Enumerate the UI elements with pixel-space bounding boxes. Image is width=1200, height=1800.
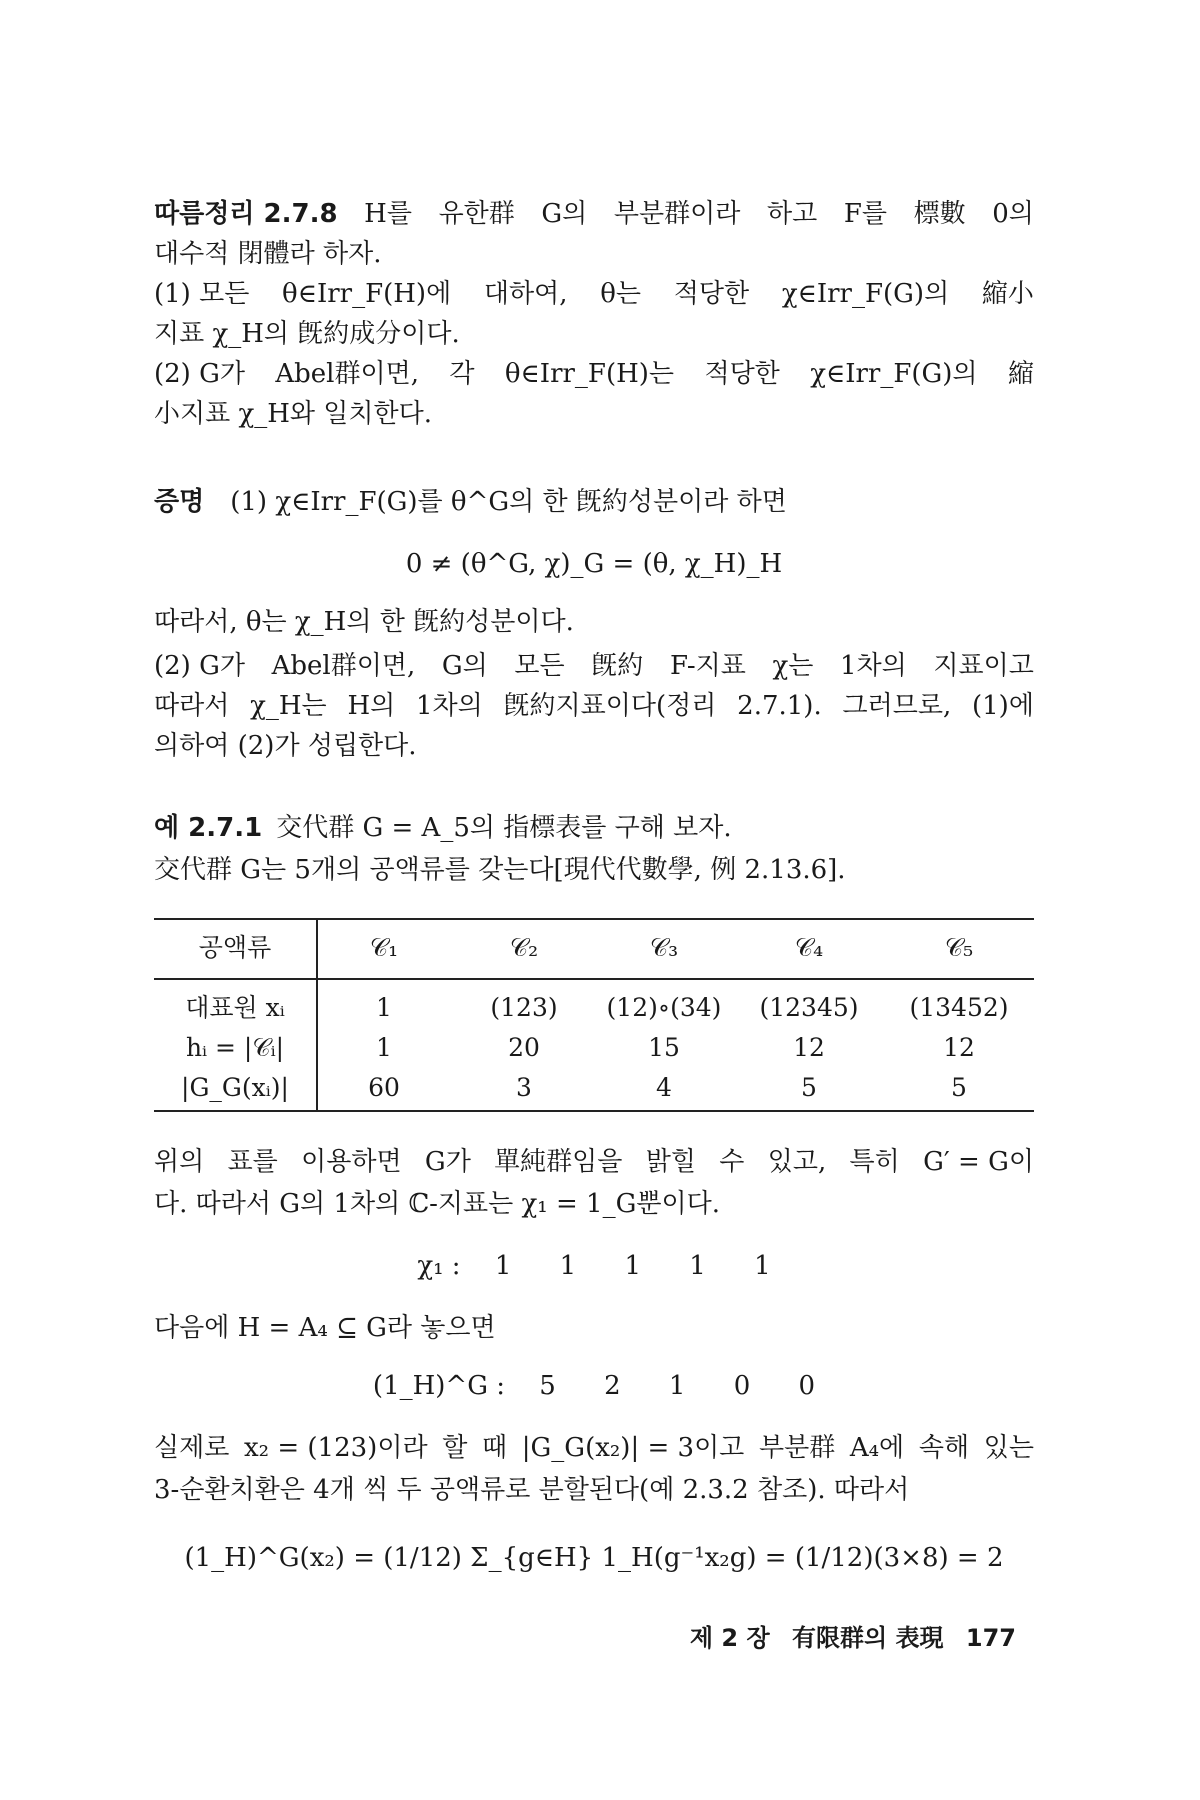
table-row: [154, 988, 1034, 1028]
corollary-heading: 따름정리 2.7.8: [154, 199, 338, 229]
table-cell: 12: [793, 1033, 825, 1062]
table-cell: 1: [376, 993, 392, 1022]
induced-label: (1_H)^G :: [372, 1371, 506, 1401]
table-cell: 3: [516, 1073, 532, 1102]
table-cell: 20: [508, 1033, 540, 1062]
after-table-line-4: 실제로 x₂ = (123)이라 할 때 |G_G(x₂)| = 3이고 부분群 A₄에 속해 있는: [154, 1433, 1034, 1463]
chi1-row: χ₁ : 1 1 1 1 1: [417, 1251, 771, 1281]
table-row: [154, 1068, 1034, 1108]
corollary-line-1: 따름정리 2.7.8 H를 유한群 G의 부분群이라 하고 F를 標數 0의: [154, 196, 1034, 232]
table-cell: 15: [648, 1033, 680, 1062]
table-cell: 5: [951, 1073, 967, 1102]
table-header-cell: 공액류: [198, 933, 272, 962]
page-number: 177: [965, 1624, 1016, 1652]
table-header-cell: 𝒞₄: [794, 933, 824, 962]
induced-character-row: (1_H)^G : 5 2 1 0 0: [372, 1371, 816, 1401]
table-top-rule: [154, 918, 1034, 920]
table-row: [154, 1028, 1034, 1068]
table-header-cell: 𝒞₁: [369, 933, 399, 962]
table-header-cell: 𝒞₅: [944, 933, 974, 962]
table-header-cell: 𝒞₂: [509, 933, 539, 962]
equation-2: (1_H)^G(x₂) = (1/12) Σ_{g∈H} 1_H(g⁻¹x₂g) = (1/12)(3×8) = 2: [184, 1543, 1004, 1573]
table-cell: hᵢ = |𝒞ᵢ|: [185, 1033, 285, 1062]
proof-heading: 증명: [154, 487, 205, 517]
table-header-cell: 𝒞₃: [649, 933, 679, 962]
corollary-item-1-line-1: (1) 모든 θ∈Irr_F(H)에 대하여, θ는 적당한 χ∈Irr_F(G)의 縮小: [154, 279, 1034, 309]
table-cell: (12345): [759, 993, 859, 1022]
corollary-item-2-line-2: 小지표 χ_H와 일치한다.: [154, 399, 433, 429]
table-header-row: [154, 928, 1034, 968]
table-cell: 1: [376, 1033, 392, 1062]
example-heading: 예 2.7.1: [154, 813, 263, 843]
proof-line-3: (2) G가 Abel群이면, G의 모든 旣約 F-지표 χ는 1차의 지표이고: [154, 651, 1034, 681]
table-cell: |G_G(xᵢ)|: [181, 1073, 289, 1102]
corollary-item-1-line-2: 지표 χ_H의 旣約成分이다.: [154, 319, 460, 349]
proof-equation-1: 0 ≠ (θ^G, χ)_G = (θ, χ_H)_H: [405, 549, 783, 579]
corollary-item-2-line-1: (2) G가 Abel群이면, 각 θ∈Irr_F(H)는 적당한 χ∈Irr_F(G)의 縮: [154, 359, 1034, 389]
example-line-2: 交代群 G는 5개의 공액류를 갖는다[現代代數學, 例 2.13.6].: [154, 855, 846, 885]
after-table-line-3: 다음에 H = A₄ ⊆ G라 놓으면: [154, 1313, 496, 1343]
chi1-label: χ₁ :: [417, 1251, 461, 1281]
chapter-label: 제 2 장: [689, 1624, 770, 1652]
table-cell: 4: [656, 1073, 672, 1102]
after-table-line-1: 위의 표를 이용하면 G가 單純群임을 밝힐 수 있고, 특히 G′ = G이: [154, 1147, 1034, 1177]
table-cell: 5: [801, 1073, 817, 1102]
table-cell: 60: [368, 1073, 400, 1102]
table-cell: 12: [943, 1033, 975, 1062]
table-header-rule: [154, 978, 1034, 980]
table-cell: (12)∘(34): [606, 993, 722, 1022]
page-footer: [154, 1622, 1016, 1654]
after-table-line-2: 다. 따라서 G의 1차의 ℂ-지표는 χ₁ = 1_G뿐이다.: [154, 1189, 720, 1219]
proof-line-5: 의하여 (2)가 성립한다.: [154, 731, 417, 761]
table-cell: (123): [490, 993, 558, 1022]
example-line-1: 예 2.7.1 交代群 G = A_5의 指標表를 구해 보자.: [154, 813, 732, 843]
chapter-title: 有限群의 表現: [791, 1624, 944, 1652]
corollary-line-2: 대수적 閉體라 하자.: [154, 239, 382, 269]
table-cell: 대표원 xᵢ: [185, 993, 285, 1022]
proof-line-1: 증명 (1) χ∈Irr_F(G)를 θ^G의 한 旣約성분이라 하면: [154, 487, 787, 517]
after-table-line-5: 3-순환치환은 4개 씩 두 공액류로 분할된다(예 2.3.2 참조). 따라서: [154, 1475, 910, 1505]
table-cell: (13452): [909, 993, 1009, 1022]
table-bottom-rule: [154, 1110, 1034, 1112]
proof-line-4: 따라서 χ_H는 H의 1차의 旣約지표이다(정리 2.7.1). 그러므로, (1)에: [154, 691, 1034, 721]
proof-line-2: 따라서, θ는 χ_H의 한 旣約성분이다.: [154, 607, 574, 637]
